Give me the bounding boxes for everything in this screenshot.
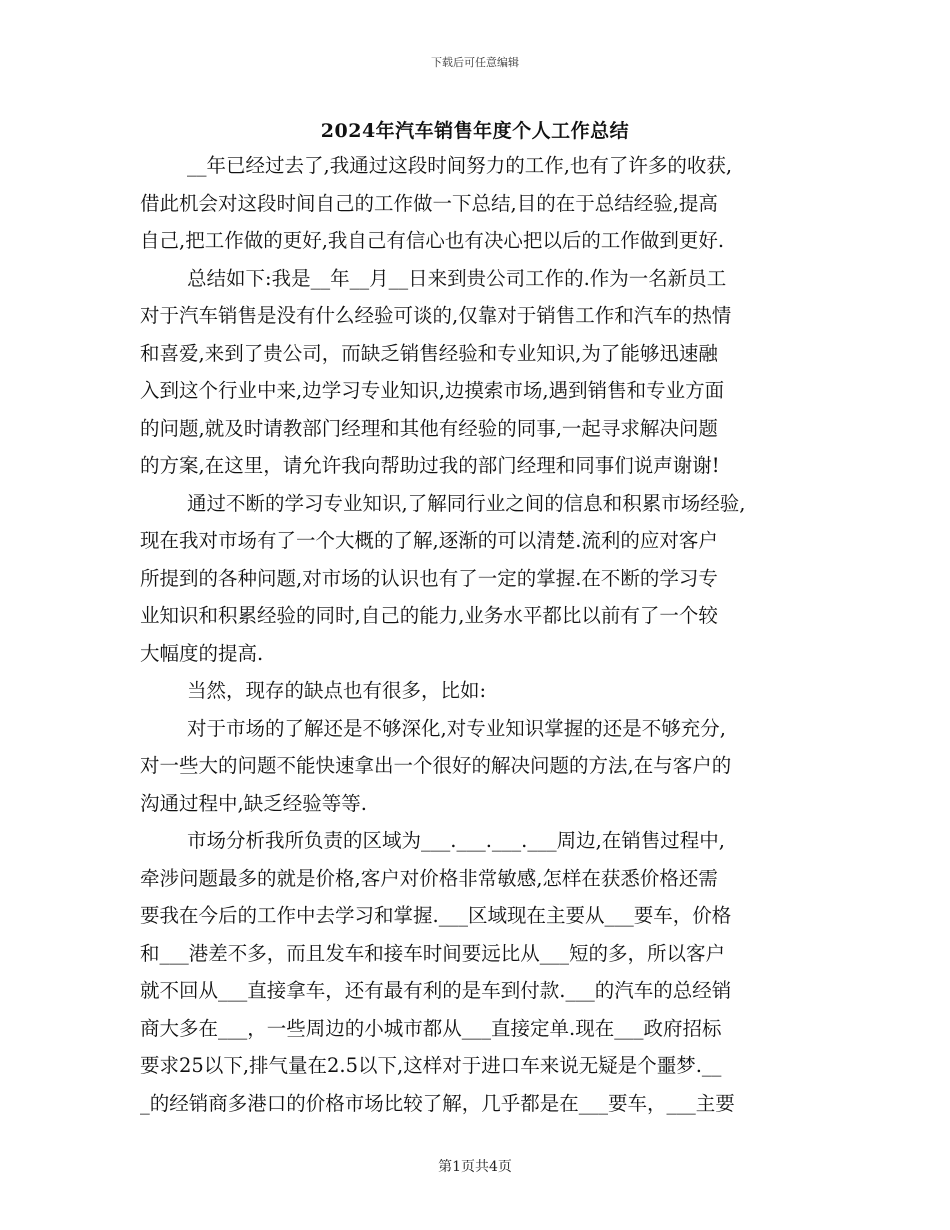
body-line: 借此机会对这段时间自己的工作做一下总结,目的在于总结经验,提高 <box>140 191 718 215</box>
body-line: 大幅度的提高. <box>140 641 264 665</box>
page-footer: 第1页共4页 <box>438 1159 512 1175</box>
body-line: 通过不断的学习专业知识,了解同行业之间的信息和积累市场经验, <box>187 491 746 515</box>
body-line: 市场分析我所负责的区域为___.___.___.___周边,在销售过程中, <box>187 829 725 852</box>
body-line: 现在我对市场有了一个大概的了解,逐渐的可以清楚.流利的应对客户 <box>140 529 718 552</box>
page-header-note: 下载后可任意编辑 <box>431 56 519 69</box>
body-line: 和___港差不多，而且发车和接车时间要远比从___短的多，所以客户 <box>140 941 726 965</box>
body-line: 对于市场的了解还是不够深化,对专业知识掌握的还是不够充分, <box>187 716 726 740</box>
body-line: 的方案,在这里，请允许我向帮助过我的部门经理和同事们说声谢谢! <box>140 454 720 477</box>
body-line: 商大多在___，一些周边的小城市都从___直接定单.现在___政府招标 <box>140 1016 722 1040</box>
body-line: 就不回从___直接拿车，还有最有利的是车到付款.___的汽车的总经销 <box>140 979 732 1002</box>
body-line: 要求25以下,排气量在2.5以下,这样对于进口车来说无疑是个噩梦.__ <box>140 1054 722 1077</box>
document-body <box>140 147 820 1122</box>
body-line: 自己,把工作做的更好,我自己有信心也有决心把以后的工作做到更好. <box>140 229 725 252</box>
body-line: 沟通过程中,缺乏经验等等. <box>140 791 367 815</box>
body-line: 总结如下:我是__年__月__日来到贵公司工作的.作为一名新员工 <box>187 266 727 290</box>
body-line: 所提到的各种问题,对市场的认识也有了一定的掌握.在不断的学习专 <box>140 566 718 590</box>
body-line: 牵涉问题最多的就是价格,客户对价格非常敏感,怎样在获悉价格还需 <box>140 866 718 890</box>
body-line: 要我在今后的工作中去学习和掌握.___区域现在主要从___要车，价格 <box>140 904 732 927</box>
body-line: 的问题,就及时请教部门经理和其他有经验的同事,一起寻求解决问题 <box>140 416 718 440</box>
body-line: 业知识和积累经验的同时,自己的能力,业务水平都比以前有了一个较 <box>140 604 718 627</box>
body-line: _的经销商多港口的价格市场比较了解，几乎都是在___要车，___主要 <box>140 1091 735 1115</box>
body-line: 和喜爱,来到了贵公司，而缺乏销售经验和专业知识,为了能够迅速融 <box>140 341 718 365</box>
body-line: 当然，现存的缺点也有很多，比如: <box>187 679 487 702</box>
body-line: 对于汽车销售是没有什么经验可谈的,仅靠对于销售工作和汽车的热情 <box>140 304 732 327</box>
body-line: 入到这个行业中来,边学习专业知识,边摸索市场,遇到销售和专业方面 <box>140 379 725 402</box>
body-line: 对一些大的问题不能快速拿出一个很好的解决问题的方法,在与客户的 <box>140 754 732 777</box>
body-line: __年已经过去了,我通过这段时间努力的工作,也有了许多的收获, <box>187 154 733 177</box>
document-title: 2024年汽车销售年度个人工作总结 <box>320 120 630 142</box>
